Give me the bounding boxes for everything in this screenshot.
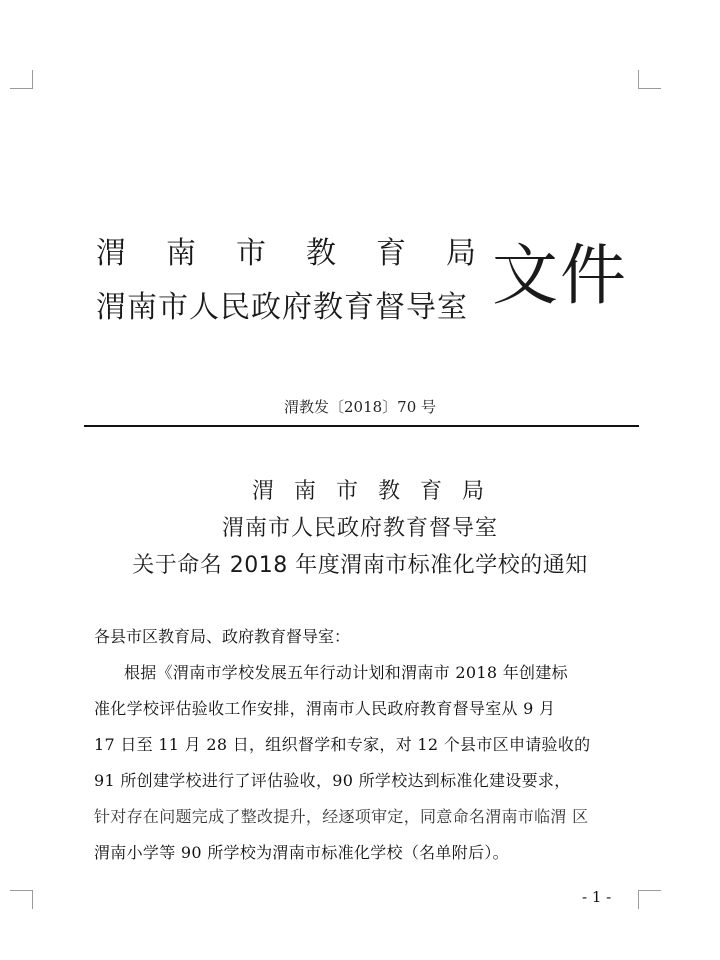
body-line: 根据《渭南市学校发展五年行动计划和渭南市 2018 年创建标 <box>124 663 568 682</box>
crop-mark-top-left <box>10 70 33 89</box>
header-divider <box>84 425 639 427</box>
title-line-1: 渭南市教育局 <box>251 479 504 504</box>
body-line: 渭南小学等 90 所学校为渭南市标准化学校（名单附后）。 <box>94 843 509 862</box>
page-number: - 1 - <box>582 888 612 906</box>
salutation: 各县市区教育局、政府教育督导室： <box>94 627 351 646</box>
body-line: 91 所创建学校进行了评估验收，90 所学校达到标准化建设要求， <box>94 771 571 790</box>
crop-mark-bottom-left <box>10 890 33 909</box>
document-number: 渭教发〔2018〕70 号 <box>283 398 437 416</box>
body-line: 准化学校评估验收工作安排，渭南市人民政府教育督导室从 9 月 <box>94 699 556 718</box>
crop-mark-top-right <box>638 70 661 89</box>
body-line: 17 日至 11 月 28 日，组织督学和专家，对 12 个县市区申请验收的 <box>94 735 591 754</box>
body-line: 针对存在问题完成了整改提升，经逐项审定，同意命名渭南市临渭 区 <box>94 807 589 826</box>
crop-mark-bottom-right <box>638 890 661 909</box>
header-org-education-bureau: 渭南市教育局 <box>96 236 516 271</box>
header-doc-word: 文件 <box>492 237 628 314</box>
title-line-2: 渭南市人民政府教育督导室 <box>221 516 498 541</box>
title-line-3: 关于命名 2018 年度渭南市标准化学校的通知 <box>132 553 588 578</box>
header-org-supervision-office: 渭南市人民政府教育督导室 <box>96 290 468 325</box>
